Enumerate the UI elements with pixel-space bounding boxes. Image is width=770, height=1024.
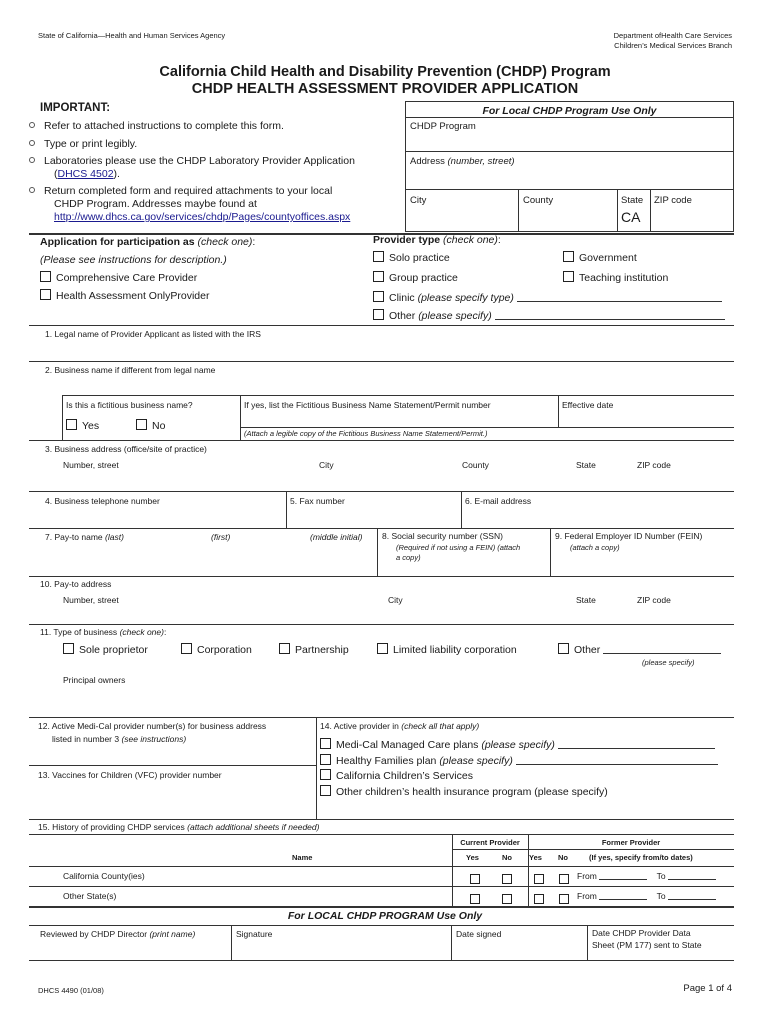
ssn-note-2: a copy) — [396, 553, 421, 562]
lab-link-line: (DHCS 4502). — [54, 168, 120, 180]
city-label-3: City — [319, 460, 334, 470]
solo-practice-checkbox[interactable] — [373, 251, 384, 262]
field-9-label: 9. Federal Employer ID Number (FEIN) — [555, 531, 703, 541]
field-4-label: 4. Business telephone number — [45, 496, 160, 506]
zip-label-3: ZIP code — [637, 460, 671, 470]
first-name-hint: (first) — [211, 532, 231, 542]
bullet-icon — [29, 157, 35, 163]
important-heading: IMPORTANT: — [40, 102, 111, 114]
business-name-input[interactable] — [45, 378, 730, 394]
other-insurance-option[interactable]: Other children’s health insurance program (please specify) — [320, 785, 608, 798]
teaching-institution-checkbox[interactable] — [563, 271, 574, 282]
effective-date-label: Effective date — [562, 400, 614, 410]
fictitious-list-label: If yes, list the Fictitious Business Name Statement/Permit number — [244, 400, 491, 410]
middle-initial-hint: (middle initial) — [310, 532, 363, 542]
state-value: CA — [621, 209, 641, 225]
other-business-checkbox[interactable] — [558, 643, 569, 654]
healthy-families-checkbox[interactable] — [320, 754, 331, 765]
ssn-note-1: (Required if not using a FEIN) (attach — [396, 543, 521, 552]
former-yes-header: Yes — [529, 853, 542, 862]
agency-right-1: Department ofHealth Care Services — [613, 31, 732, 40]
sole-proprietor-checkbox[interactable] — [63, 643, 74, 654]
medi-cal-specify-line[interactable] — [558, 739, 715, 749]
health-assessment-checkbox[interactable] — [40, 289, 51, 300]
field-14-label: 14. Active provider in (check all that apply) — [320, 721, 480, 731]
llc-checkbox[interactable] — [377, 643, 388, 654]
field-2-label: 2. Business name if different from legal name — [45, 365, 216, 375]
fein-note: (attach a copy) — [570, 543, 620, 552]
city-label-10: City — [388, 595, 403, 605]
number-street-label: Number, street — [63, 460, 119, 470]
government-option[interactable]: Government — [563, 251, 637, 264]
state-label-3: State — [576, 460, 596, 470]
field-13-label: 13. Vaccines for Children (VFC) provider number — [38, 770, 222, 780]
pm177-label-1: Date CHDP Provider Data — [592, 928, 691, 938]
other-provider-checkbox[interactable] — [373, 309, 384, 320]
important-item-3: Laboratories please use the CHDP Laboratory Provider Application — [29, 155, 355, 167]
agency-right-2: Children’s Medical Services Branch — [614, 41, 732, 50]
corporation-checkbox[interactable] — [181, 643, 192, 654]
ca-county-label: California County(ies) — [63, 871, 145, 881]
fictitious-question: Is this a fictitious business name? — [66, 400, 193, 410]
partnership-option[interactable]: Partnership — [279, 643, 349, 656]
group-practice-checkbox[interactable] — [373, 271, 384, 282]
ccs-option[interactable]: California Children’s Services — [320, 769, 473, 782]
field-8-label: 8. Social security number (SSN) — [382, 531, 503, 541]
partnership-checkbox[interactable] — [279, 643, 290, 654]
teaching-institution-option[interactable]: Teaching institution — [563, 271, 668, 284]
local-use-footer-heading: For LOCAL CHDP PROGRAM Use Only — [287, 910, 483, 922]
agency-left: State of California—Health and Human Services Agency — [38, 31, 226, 40]
medi-cal-checkbox[interactable] — [320, 738, 331, 749]
current-provider-header: Current Provider — [460, 838, 520, 847]
dhcs-4502-link[interactable]: DHCS 4502 — [57, 168, 114, 180]
county-offices-link[interactable]: http://www.dhcs.ca.gov/services/chdp/Pages/countyoffices.aspx — [54, 211, 351, 223]
county-label: County — [523, 195, 554, 206]
field-11-label: 11. Type of business (check one): — [40, 627, 167, 637]
former-no-header: No — [558, 853, 568, 862]
provider-type-label: Provider type (check one): — [373, 234, 501, 246]
comprehensive-care-option[interactable]: Comprehensive Care Provider — [40, 271, 197, 284]
zip-label: ZIP code — [654, 195, 692, 206]
ca-from-to[interactable]: From To — [577, 871, 716, 881]
corporation-option[interactable]: Corporation — [181, 643, 252, 656]
solo-practice-option[interactable]: Solo practice — [373, 251, 450, 264]
field-1-label: 1. Legal name of Provider Applicant as listed with the IRS — [45, 329, 261, 339]
field-15-label: 15. History of providing CHDP services (attach additional sheets if needed) — [38, 822, 320, 832]
application-label: Application for participation as (check one): — [40, 236, 256, 248]
name-header: Name — [292, 853, 313, 862]
fictitious-no-option[interactable]: No — [136, 419, 165, 432]
fictitious-yes-option[interactable]: Yes — [66, 419, 99, 432]
address-label: Address (number, street) — [410, 156, 515, 167]
fictitious-no-checkbox[interactable] — [136, 419, 147, 430]
other-provider-option[interactable]: Other (please specify) — [373, 309, 725, 322]
clinic-specify-line[interactable] — [517, 292, 722, 302]
page-title: California Child Health and Disability Prevention (CHDP) Program — [159, 64, 611, 80]
field-5-label: 5. Fax number — [290, 496, 345, 506]
legal-name-input[interactable] — [45, 342, 730, 360]
local-use-heading: For Local CHDP Program Use Only — [405, 101, 734, 118]
page-number: Page 1 of 4 — [683, 983, 732, 994]
pm177-label-2: Sheet (PM 177) sent to State — [592, 940, 702, 950]
other-business-option[interactable]: Other — [558, 643, 721, 656]
health-assessment-option[interactable]: Health Assessment OnlyProvider — [40, 289, 209, 302]
form-number: DHCS 4490 (01/08) — [38, 986, 104, 995]
current-yes-header: Yes — [466, 853, 479, 862]
attach-note: (Attach a legible copy of the Fictitious Business Name Statement/Permit.) — [244, 429, 488, 438]
ccs-checkbox[interactable] — [320, 769, 331, 780]
field-10-label: 10. Pay-to address — [40, 579, 112, 589]
chdp-program-label: CHDP Program — [410, 121, 476, 132]
signature-label: Signature — [236, 929, 273, 939]
description-hint: (Please see instructions for description.) — [40, 254, 227, 266]
from-to-header: (If yes, specify from/to dates) — [589, 853, 693, 862]
principal-owners-label: Principal owners — [63, 675, 126, 685]
important-item-1: Refer to attached instructions to complete this form. — [29, 120, 284, 132]
county-label-3: County — [462, 460, 489, 470]
sole-proprietor-option[interactable]: Sole proprietor — [63, 643, 148, 656]
field-7-label: 7. Pay-to name (last) — [45, 532, 124, 542]
bullet-icon — [29, 122, 35, 128]
state-label: State — [621, 195, 644, 206]
zip-label-10: ZIP code — [637, 595, 671, 605]
other-provider-specify-line[interactable] — [495, 310, 725, 320]
field-6-label: 6. E-mail address — [465, 496, 532, 506]
field-3-label: 3. Business address (office/site of practice) — [45, 444, 207, 454]
healthy-families-specify-line[interactable] — [516, 755, 718, 765]
former-provider-header: Former Provider — [601, 838, 661, 847]
page-subtitle: CHDP HEALTH ASSESSMENT PROVIDER APPLICATION — [191, 81, 579, 97]
comprehensive-care-checkbox[interactable] — [40, 271, 51, 282]
other-business-line[interactable] — [603, 644, 721, 654]
current-no-header: No — [502, 853, 512, 862]
other-insurance-checkbox[interactable] — [320, 785, 331, 796]
important-item-2: Type or print legibly. — [29, 138, 137, 150]
os-from-to[interactable]: From To — [577, 891, 716, 901]
medi-cal-option[interactable]: Medi-Cal Managed Care plans (please specify) — [320, 738, 715, 751]
fictitious-yes-checkbox[interactable] — [66, 419, 77, 430]
state-label-10: State — [576, 595, 596, 605]
clinic-checkbox[interactable] — [373, 291, 384, 302]
healthy-families-option[interactable]: Healthy Families plan (please specify) — [320, 754, 718, 767]
date-signed-label: Date signed — [456, 929, 502, 939]
field-12-label: 12. Active Medi-Cal provider number(s) for business address — [38, 721, 267, 731]
city-label: City — [410, 195, 427, 206]
return-line-2: CHDP Program. Addresses maybe found at — [54, 198, 257, 210]
number-street-label-10: Number, street — [63, 595, 119, 605]
group-practice-option[interactable]: Group practice — [373, 271, 458, 284]
llc-option[interactable]: Limited liability corporation — [377, 643, 517, 656]
bullet-icon — [29, 187, 35, 193]
other-state-label: Other State(s) — [63, 891, 117, 901]
government-checkbox[interactable] — [563, 251, 574, 262]
reviewed-by-label: Reviewed by CHDP Director (print name) — [40, 929, 196, 939]
important-item-4: Return completed form and required attachments to your local — [29, 185, 332, 197]
field-12-label-2: listed in number 3 (see instructions) — [52, 734, 187, 744]
bullet-icon — [29, 140, 35, 146]
please-specify-hint: (please specify) — [642, 658, 695, 667]
clinic-option[interactable]: Clinic (please specify type) — [373, 291, 722, 304]
